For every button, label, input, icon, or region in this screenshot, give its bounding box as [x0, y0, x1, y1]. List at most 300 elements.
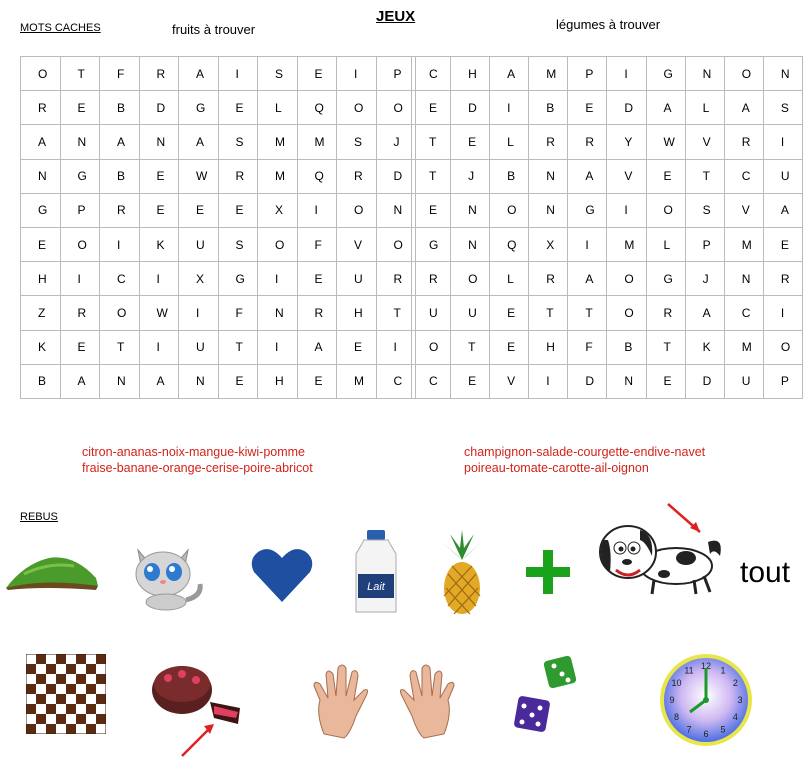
chessboard-square	[46, 654, 56, 664]
vegetable-row	[412, 57, 803, 91]
vegetable-cell: O	[646, 193, 685, 227]
chessboard-square	[36, 654, 46, 664]
vegetable-cell: M	[724, 330, 763, 364]
vegetable-cell: P	[763, 364, 802, 398]
clock-number: 7	[686, 724, 692, 735]
dog-icon	[594, 500, 734, 596]
clock-number: 2	[732, 678, 738, 688]
chessboard-square	[86, 704, 96, 714]
vegetable-cell: S	[763, 91, 802, 125]
fruit-words-line-2: fraise-banane-orange-cerise-poire-abricot	[82, 461, 313, 475]
fruit-row	[21, 296, 416, 330]
fruit-cell: A	[60, 364, 100, 398]
vegetable-cell: T	[529, 296, 568, 330]
fruit-cell: Q	[297, 91, 337, 125]
fruit-cell: A	[100, 125, 140, 159]
vegetable-cell: M	[724, 227, 763, 261]
vegetable-cell: E	[568, 91, 607, 125]
vegetable-words-line-1: champignon-salade-courgette-endive-navet	[464, 445, 706, 459]
chessboard-square	[56, 664, 66, 674]
chessboard-square	[96, 724, 106, 734]
fruit-cell: S	[218, 227, 258, 261]
fruit-cell: R	[60, 296, 100, 330]
chessboard-square	[76, 674, 86, 684]
fruit-cell: N	[100, 364, 140, 398]
fruit-cell: E	[60, 91, 100, 125]
chessboard-square	[76, 654, 86, 664]
fruit-cell: I	[179, 296, 219, 330]
chessboard-square	[46, 694, 56, 704]
vegetable-cell: C	[724, 296, 763, 330]
vegetable-cell: A	[685, 296, 724, 330]
fruit-cell: H	[258, 364, 298, 398]
vegetable-cell: P	[685, 227, 724, 261]
fruit-cell: A	[21, 125, 61, 159]
vegetable-cell: T	[685, 159, 724, 193]
chessboard-square	[26, 674, 36, 684]
vegetable-cell: O	[724, 57, 763, 91]
fruit-row	[21, 262, 416, 296]
fruit-row	[21, 193, 416, 227]
vegetable-cell: I	[490, 91, 529, 125]
chessboard-square	[26, 694, 36, 704]
chessboard-square	[56, 704, 66, 714]
chessboard-square	[76, 704, 86, 714]
vegetable-cell: Y	[607, 125, 646, 159]
clock-number: 8	[674, 712, 680, 722]
vegetable-cell: R	[763, 262, 802, 296]
chessboard-square	[66, 654, 76, 664]
chessboard-square	[46, 674, 56, 684]
rebus-section-label: REBUS	[20, 511, 58, 523]
chessboard-square	[36, 704, 46, 714]
fruit-cell: W	[179, 159, 219, 193]
vegetable-cell: T	[568, 296, 607, 330]
chessboard-square	[26, 684, 36, 694]
chessboard-square	[56, 684, 66, 694]
vegetable-cell: B	[529, 91, 568, 125]
fruit-cell: I	[337, 57, 377, 91]
vegetable-cell: L	[490, 125, 529, 159]
fruit-cell: A	[139, 364, 179, 398]
fruit-cell: E	[218, 193, 258, 227]
fruit-cell: R	[337, 159, 377, 193]
chessboard-square	[26, 724, 36, 734]
vegetable-cell: N	[724, 262, 763, 296]
vegetable-cell: E	[490, 296, 529, 330]
chessboard-square	[86, 674, 96, 684]
vegetable-cell: I	[607, 57, 646, 91]
vegetable-cell: U	[763, 159, 802, 193]
vegetable-cell: I	[763, 296, 802, 330]
vegetable-cell: U	[451, 296, 490, 330]
clock-number: 12	[700, 661, 712, 671]
fruit-cell: G	[218, 262, 258, 296]
fruit-row	[21, 227, 416, 261]
clock-icon	[656, 650, 756, 750]
chessboard-square	[46, 704, 56, 714]
vegetable-cell: O	[451, 262, 490, 296]
vegetable-cell: A	[490, 57, 529, 91]
vegetable-cell: T	[412, 159, 451, 193]
vegetable-cell: M	[607, 227, 646, 261]
fruit-word-search-grid	[20, 56, 416, 399]
fruit-word-list	[82, 444, 313, 476]
fruit-cell: F	[297, 227, 337, 261]
clock-number: 3	[737, 695, 743, 705]
fruit-cell: E	[218, 364, 258, 398]
vegetable-cell: L	[490, 262, 529, 296]
vegetable-cell: O	[490, 193, 529, 227]
fruit-cell: N	[179, 364, 219, 398]
vegetable-cell: I	[763, 125, 802, 159]
fruits-heading: fruits à trouver	[172, 22, 256, 37]
vegetable-cell: C	[412, 364, 451, 398]
fruit-cell: G	[60, 159, 100, 193]
vegetable-cell: I	[568, 227, 607, 261]
fruit-row	[21, 330, 416, 364]
vegetable-cell: O	[412, 330, 451, 364]
fruit-cell: M	[258, 125, 298, 159]
cat-icon	[128, 540, 208, 612]
vegetable-cell: B	[607, 330, 646, 364]
chessboard-square	[56, 714, 66, 724]
chessboard-square	[36, 694, 46, 704]
vegetable-cell: H	[529, 330, 568, 364]
fruit-cell: I	[376, 330, 416, 364]
fruit-cell: U	[337, 262, 377, 296]
chessboard-square	[56, 724, 66, 734]
hill-icon	[4, 552, 100, 592]
fruit-cell: E	[139, 159, 179, 193]
chessboard-square	[66, 704, 76, 714]
fruit-cell: W	[139, 296, 179, 330]
fruit-cell: X	[179, 262, 219, 296]
vegetable-cell: V	[607, 159, 646, 193]
chessboard-square	[56, 694, 66, 704]
fruit-cell: I	[139, 330, 179, 364]
vegetable-cell: O	[763, 330, 802, 364]
vegetable-cell: N	[529, 193, 568, 227]
chessboard-square	[76, 714, 86, 724]
fruit-cell: O	[376, 227, 416, 261]
chessboard-square	[86, 694, 96, 704]
fruit-cell: K	[21, 330, 61, 364]
fruit-cell: D	[139, 91, 179, 125]
chessboard-square	[76, 694, 86, 704]
vegetable-cell: E	[646, 364, 685, 398]
fruit-cell: R	[297, 296, 337, 330]
chessboard-square	[96, 654, 106, 664]
vegetable-row	[412, 262, 803, 296]
fruit-row	[21, 91, 416, 125]
chessboard-square	[86, 724, 96, 734]
chessboard-square	[96, 674, 106, 684]
fruit-cell: C	[100, 262, 140, 296]
vegetable-cell: X	[529, 227, 568, 261]
fruit-cell: O	[60, 227, 100, 261]
vegetable-cell: O	[607, 296, 646, 330]
vegetable-cell: K	[685, 330, 724, 364]
fruit-cell: N	[60, 125, 100, 159]
fruit-row	[21, 159, 416, 193]
vegetable-cell: D	[451, 91, 490, 125]
fruit-cell: K	[139, 227, 179, 261]
chessboard-square	[86, 654, 96, 664]
chessboard-square	[66, 724, 76, 734]
vegetable-row	[412, 125, 803, 159]
milk-label: Lait	[367, 581, 385, 593]
fruit-cell: E	[21, 227, 61, 261]
fruit-cell: O	[258, 227, 298, 261]
vegetable-cell: U	[724, 364, 763, 398]
fruit-cell: I	[297, 193, 337, 227]
chessboard-square	[76, 664, 86, 674]
vegetable-cell: J	[451, 159, 490, 193]
fruit-cell: O	[376, 91, 416, 125]
vegetable-cell: C	[412, 57, 451, 91]
vegetable-cell: L	[685, 91, 724, 125]
fruit-cell: B	[100, 91, 140, 125]
fruit-cell: D	[376, 159, 416, 193]
fruit-cell: T	[60, 57, 100, 91]
fruit-cell: E	[337, 330, 377, 364]
chessboard-square	[96, 694, 106, 704]
vegetable-cell: O	[607, 262, 646, 296]
vegetable-cell: N	[685, 57, 724, 91]
vegetable-cell: D	[568, 364, 607, 398]
vegetable-cell: E	[451, 364, 490, 398]
vegetable-row	[412, 193, 803, 227]
vegetable-cell: T	[646, 330, 685, 364]
chessboard-square	[66, 674, 76, 684]
vegetable-cell: V	[490, 364, 529, 398]
fruit-cell: O	[337, 91, 377, 125]
vegetable-row	[412, 364, 803, 398]
fruit-row	[21, 125, 416, 159]
fruit-row	[21, 364, 416, 398]
fruit-cell: M	[337, 364, 377, 398]
clock-number: 4	[732, 712, 738, 722]
chessboard-square	[96, 714, 106, 724]
fruit-cell: I	[258, 330, 298, 364]
fruit-cell: S	[218, 125, 258, 159]
vegetable-cell: A	[646, 91, 685, 125]
vegetable-row	[412, 330, 803, 364]
vegetable-cell: N	[607, 364, 646, 398]
chessboard-square	[96, 684, 106, 694]
chessboard-square	[56, 654, 66, 664]
fruit-cell: A	[179, 57, 219, 91]
vegetable-cell: G	[412, 227, 451, 261]
clock-number: 1	[720, 665, 726, 676]
chessboard-square	[66, 664, 76, 674]
chessboard-square	[36, 664, 46, 674]
fruit-cell: R	[376, 262, 416, 296]
fruit-cell: X	[258, 193, 298, 227]
vegetable-cell: H	[451, 57, 490, 91]
vegetable-cell: B	[490, 159, 529, 193]
vegetable-cell: U	[412, 296, 451, 330]
vegetable-cell: A	[568, 159, 607, 193]
milk-bottle-icon	[352, 528, 402, 616]
fruit-cell: I	[218, 57, 258, 91]
fruit-cell: H	[21, 262, 61, 296]
fruit-cell: C	[376, 364, 416, 398]
vegetable-cell: I	[607, 193, 646, 227]
vegetable-cell: E	[412, 91, 451, 125]
vegetable-cell: M	[529, 57, 568, 91]
fruit-cell: U	[179, 227, 219, 261]
fruit-cell: E	[297, 262, 337, 296]
vegetable-word-search-grid	[411, 56, 803, 399]
fruit-cell: R	[100, 193, 140, 227]
heart-icon	[250, 546, 314, 604]
vegetable-cell: R	[529, 262, 568, 296]
vegetable-cell: S	[685, 193, 724, 227]
fruit-cell: S	[258, 57, 298, 91]
fruit-cell: B	[21, 364, 61, 398]
chessboard-square	[36, 724, 46, 734]
fruit-cell: T	[218, 330, 258, 364]
fruit-cell: R	[21, 91, 61, 125]
chessboard-square	[46, 724, 56, 734]
fruit-cell: A	[297, 330, 337, 364]
chessboard-square	[96, 704, 106, 714]
fruit-cell: A	[179, 125, 219, 159]
fruit-cell: H	[337, 296, 377, 330]
vegetable-cell: V	[685, 125, 724, 159]
fruit-cell: R	[218, 159, 258, 193]
chessboard-square	[36, 674, 46, 684]
chessboard-square	[26, 714, 36, 724]
vegetable-row	[412, 227, 803, 261]
vegetable-cell: E	[763, 227, 802, 261]
vegetable-cell: E	[412, 193, 451, 227]
vegetable-cell: E	[646, 159, 685, 193]
fruit-cell: N	[139, 125, 179, 159]
vegetable-cell: D	[685, 364, 724, 398]
vegetable-cell: J	[685, 262, 724, 296]
fruit-cell: T	[100, 330, 140, 364]
vegetable-cell: T	[412, 125, 451, 159]
chessboard-square	[46, 714, 56, 724]
fruit-cell: S	[337, 125, 377, 159]
dice-icon	[510, 654, 582, 738]
vegetable-word-list	[464, 444, 705, 476]
fruit-cell: O	[100, 296, 140, 330]
hands-icon	[306, 664, 462, 740]
chessboard-square	[76, 724, 86, 734]
vegetables-heading: légumes à trouver	[556, 17, 661, 32]
vegetable-cell: P	[568, 57, 607, 91]
clock-number: 9	[669, 695, 675, 705]
chessboard-square	[26, 664, 36, 674]
fruit-cell: V	[337, 227, 377, 261]
vegetable-cell: T	[451, 330, 490, 364]
fruit-cell: O	[337, 193, 377, 227]
clock-number: 5	[720, 724, 726, 735]
page-title: JEUX	[376, 8, 416, 25]
fruit-cell: I	[60, 262, 100, 296]
vegetable-cell: N	[451, 193, 490, 227]
chessboard-square	[66, 694, 76, 704]
fruit-cell: P	[60, 193, 100, 227]
fruit-cell: B	[100, 159, 140, 193]
fruit-cell: M	[258, 159, 298, 193]
chessboard-square	[86, 714, 96, 724]
chessboard-square	[66, 714, 76, 724]
vegetable-cell: R	[646, 296, 685, 330]
fruit-cell: N	[376, 193, 416, 227]
chessboard-square	[76, 684, 86, 694]
fruit-cell: J	[376, 125, 416, 159]
chessboard-square	[96, 664, 106, 674]
fruit-cell: F	[100, 57, 140, 91]
fruit-cell: I	[139, 262, 179, 296]
vegetable-cell: A	[724, 91, 763, 125]
fruit-cell: E	[297, 57, 337, 91]
vegetable-cell: A	[763, 193, 802, 227]
chessboard-square	[46, 664, 56, 674]
vegetable-cell: N	[763, 57, 802, 91]
vegetable-cell: C	[724, 159, 763, 193]
fruit-cell: G	[21, 193, 61, 227]
vegetable-cell: R	[724, 125, 763, 159]
vegetable-row	[412, 159, 803, 193]
fruit-cell: P	[376, 57, 416, 91]
fruit-cell: T	[376, 296, 416, 330]
vegetable-cell: R	[529, 125, 568, 159]
fruit-cell: N	[258, 296, 298, 330]
vegetable-cell: V	[724, 193, 763, 227]
fruit-cell: E	[297, 364, 337, 398]
clock-number: 11	[684, 665, 694, 676]
fruit-cell: Q	[297, 159, 337, 193]
fruit-words-line-1: citron-ananas-noix-mangue-kiwi-pomme	[82, 445, 306, 459]
fruit-row	[21, 57, 416, 91]
fruit-cell: L	[258, 91, 298, 125]
fruit-cell: O	[21, 57, 61, 91]
chessboard-square	[26, 704, 36, 714]
vegetable-cell: G	[568, 193, 607, 227]
fruit-cell: N	[21, 159, 61, 193]
fruit-cell: M	[297, 125, 337, 159]
vegetable-cell: I	[529, 364, 568, 398]
vegetable-row	[412, 91, 803, 125]
clock-number: 6	[703, 729, 709, 739]
vegetable-cell: E	[451, 125, 490, 159]
vegetable-cell: N	[529, 159, 568, 193]
vegetable-cell: F	[568, 330, 607, 364]
fruit-cell: E	[179, 193, 219, 227]
vegetable-cell: L	[646, 227, 685, 261]
vegetable-cell: A	[568, 262, 607, 296]
fruit-cell: I	[258, 262, 298, 296]
vegetable-cell: R	[412, 262, 451, 296]
vegetable-cell: E	[490, 330, 529, 364]
vegetable-cell: D	[607, 91, 646, 125]
chessboard-square	[36, 714, 46, 724]
chessboard-square	[46, 684, 56, 694]
fruit-cell: G	[179, 91, 219, 125]
fruit-cell: R	[139, 57, 179, 91]
chessboard-square	[86, 664, 96, 674]
cake-icon	[148, 656, 256, 758]
chessboard-icon	[26, 654, 106, 734]
fruit-cell: E	[218, 91, 258, 125]
fruit-cell: U	[179, 330, 219, 364]
